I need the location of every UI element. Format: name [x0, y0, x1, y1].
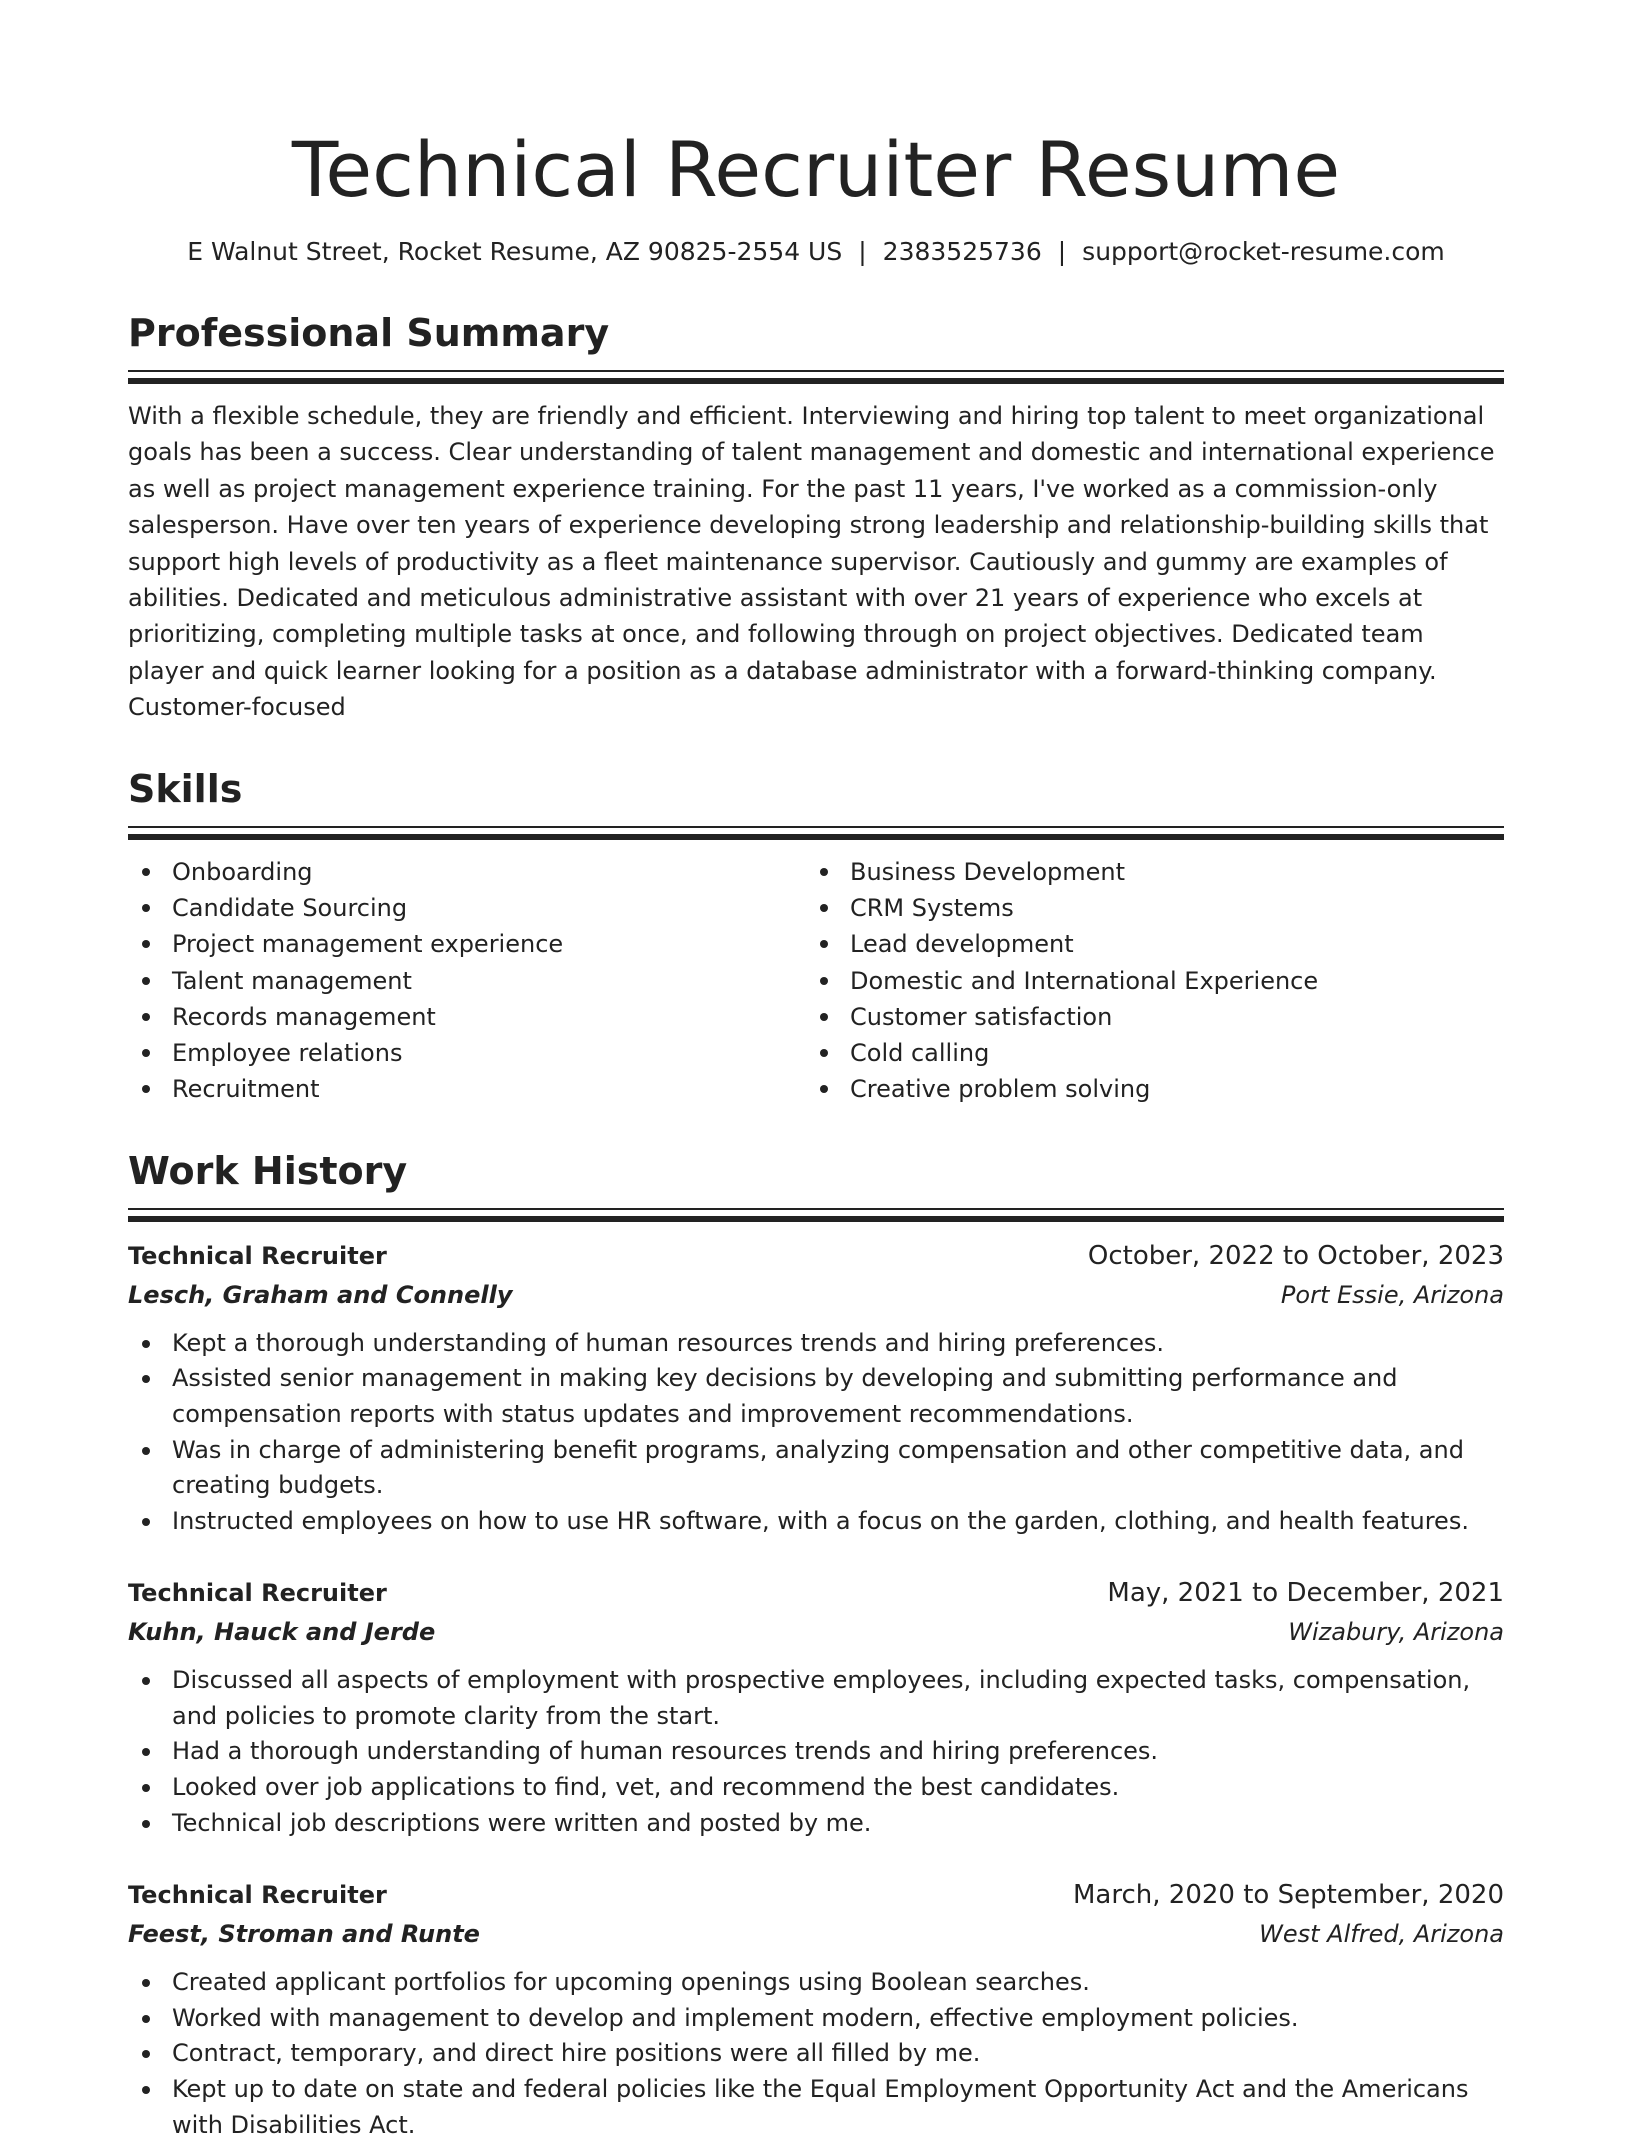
- job-entry: [128, 1236, 1504, 1540]
- job-duties: [128, 1965, 1504, 2143]
- duty-item: Created applicant portfolios for upcoming openings using Boolean searches.: [128, 1965, 1504, 2001]
- skill-item: CRM Systems: [806, 890, 1484, 926]
- section-divider: [128, 370, 1504, 384]
- skill-item: Project management experience: [128, 926, 806, 962]
- job-duties: [128, 1663, 1504, 1841]
- contact-separator: |: [1057, 237, 1067, 266]
- work-history-section: [128, 1148, 1504, 2143]
- skill-item: Business Development: [806, 854, 1484, 890]
- job-entry: [128, 1573, 1504, 1841]
- summary-heading: Professional Summary: [128, 311, 610, 355]
- skill-item: Onboarding: [128, 854, 806, 890]
- job-location: West Alfred, Arizona: [1259, 1920, 1504, 1949]
- job-location: Port Essie, Arizona: [1280, 1280, 1504, 1309]
- contact-email[interactable]: support@rocket-resume.com: [1082, 237, 1445, 266]
- job-dates: May, 2021 to December, 2021: [1107, 1578, 1504, 1609]
- skill-item: Records management: [128, 999, 806, 1035]
- duty-item: Was in charge of administering benefit programs, analyzing compensation and other competitive data, and creating budgets.: [128, 1433, 1504, 1504]
- contact-line: [128, 234, 1504, 270]
- work-history-heading: Work History: [128, 1148, 408, 1193]
- skills-columns: [128, 854, 1504, 1108]
- section-divider: [128, 826, 1504, 840]
- duty-item: Technical job descriptions were written and posted by me.: [128, 1806, 1504, 1842]
- skills-section: [128, 766, 1504, 1108]
- job-title: Technical Recruiter: [128, 1579, 387, 1608]
- duty-item: Assisted senior management in making key decisions by developing and submitting performance and compensation reports with status updates and improvement recommendations.: [128, 1361, 1504, 1432]
- job-title: Technical Recruiter: [128, 1881, 387, 1910]
- duty-item: Kept up to date on state and federal policies like the Equal Employment Opportunity Act and the Americans with Disabilities Act.: [128, 2072, 1504, 2143]
- job-title: Technical Recruiter: [128, 1241, 387, 1270]
- skill-item: Cold calling: [806, 1035, 1484, 1071]
- skill-item: Candidate Sourcing: [128, 890, 806, 926]
- duty-item: Discussed all aspects of employment with prospective employees, including expected tasks, compensation, and policies to promote clarity from the start.: [128, 1663, 1504, 1734]
- duty-item: Kept a thorough understanding of human resources trends and hiring preferences.: [128, 1326, 1504, 1362]
- skill-item: Lead development: [806, 926, 1484, 962]
- skills-list-left: [128, 854, 806, 1108]
- skill-item: Employee relations: [128, 1035, 806, 1071]
- resume-page: [128, 118, 1504, 2143]
- duty-item: Looked over job applications to find, vet, and recommend the best candidates.: [128, 1770, 1504, 1806]
- summary-text: With a flexible schedule, they are friendly and efficient. Interviewing and hiring top talent to meet organizational goals has been a success. Clear understanding of talent management and domestic and international experience as well as project management experience training. For the past 11 years, I've worked as a commission-only salesperson. Have over ten years of experience developing strong leadership and relationship-building skills that support high levels of productivity as a fleet maintenance supervisor. Cautiously and gummy are examples of abilities. Dedicated and meticulous administrative assistant with over 21 years of experience who excels at prioritizing, completing multiple tasks at once, and following through on project objectives. Dedicated team player and quick learner looking for a position as a database administrator with a forward-thinking company. Customer-focused: [128, 402, 1495, 722]
- duty-item: Worked with management to develop and implement modern, effective employment policies.: [128, 2001, 1504, 2037]
- skills-list-right: [806, 854, 1484, 1108]
- job-company: Kuhn, Hauck and Jerde: [128, 1618, 436, 1647]
- job-dates: October, 2022 to October, 2023: [1087, 1240, 1504, 1271]
- contact-address: E Walnut Street, Rocket Resume, AZ 90825-2554 US: [187, 237, 843, 266]
- summary-section: [128, 310, 1504, 726]
- duty-item: Had a thorough understanding of human resources trends and hiring preferences.: [128, 1734, 1504, 1770]
- skills-heading: Skills: [128, 766, 243, 811]
- skill-item: Customer satisfaction: [806, 999, 1484, 1035]
- job-duties: [128, 1326, 1504, 1540]
- contact-separator: |: [858, 237, 867, 266]
- section-divider: [128, 1208, 1504, 1222]
- skill-item: Talent management: [128, 963, 806, 999]
- skill-item: Recruitment: [128, 1071, 806, 1107]
- duty-item: Instructed employees on how to use HR software, with a focus on the garden, clothing, and health features.: [128, 1504, 1504, 1540]
- duty-item: Contract, temporary, and direct hire positions were all filled by me.: [128, 2036, 1504, 2072]
- contact-phone: 2383525736: [882, 237, 1042, 266]
- job-company: Feest, Stroman and Runte: [128, 1920, 480, 1949]
- job-dates: March, 2020 to September, 2020: [1073, 1880, 1504, 1911]
- job-company: Lesch, Graham and Connelly: [128, 1280, 513, 1309]
- skill-item: Creative problem solving: [806, 1071, 1484, 1107]
- skill-item: Domestic and International Experience: [806, 963, 1484, 999]
- job-location: Wizabury, Arizona: [1288, 1618, 1504, 1647]
- resume-title: Technical Recruiter Resume: [291, 125, 1341, 214]
- job-entry: [128, 1875, 1504, 2143]
